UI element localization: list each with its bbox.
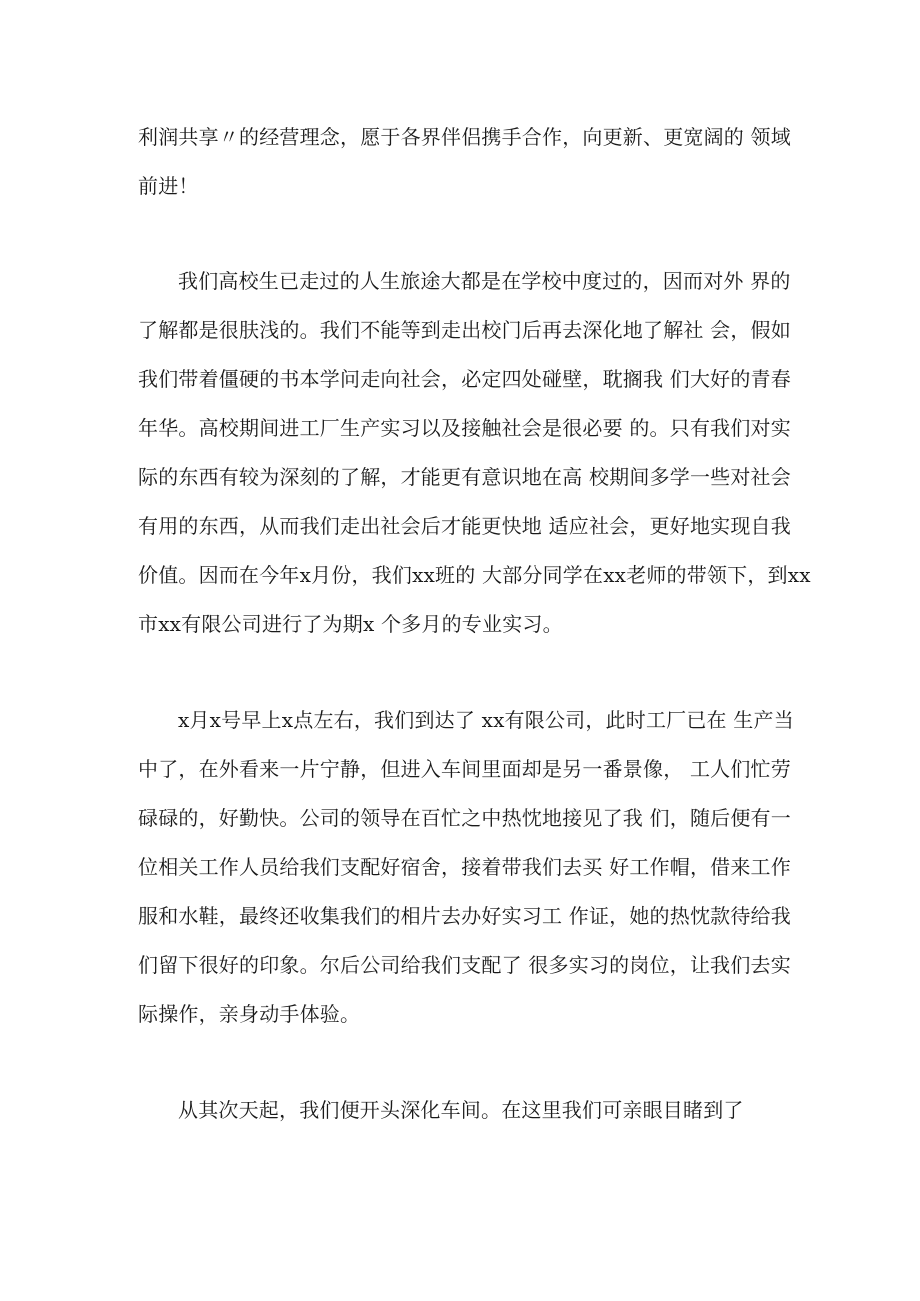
paragraph-2-line-2: 了解都是很肤浅的。我们不能等到走出校门后再去深化地了解社 会，假如 [138, 318, 791, 342]
paragraph-3-line-6: 们留下很好的印象。尔后公司给我们支配了 很多实习的岗位，让我们去实 [138, 953, 791, 977]
paragraph-2-line-7: 价值。因而在今年x月份，我们xx班的 大部分同学在xx老师的带领下，到xx [138, 563, 811, 587]
paragraph-3-line-2: 中了，在外看来一片宁静，但进入车间里面却是另一番景像， 工人们忙劳 [138, 757, 791, 781]
paragraph-2-line-6: 有用的东西，从而我们走出社会后才能更快地 适应社会，更好地实现自我 [138, 514, 791, 538]
paragraph-3-line-3: 碌碌的，好勤快。公司的领导在百忙之中热忱地接见了我 们，随后便有一 [138, 806, 791, 830]
paragraph-2-line-1: 我们高校生已走过的人生旅途大都是在学校中度过的，因而对外 界的 [178, 269, 791, 293]
paragraph-2-line-8: 市xx有限公司进行了为期x 个多月的专业实习。 [138, 612, 563, 636]
paragraph-4-line-1: 从其次天起，我们便开头深化车间。在这里我们可亲眼目睹到了 [178, 1098, 744, 1122]
paragraph-3-line-7: 际操作，亲身动手体验。 [138, 1002, 361, 1026]
paragraph-2-line-3: 我们带着僵硬的书本学问走向社会，必定四处碰壁，耽搁我 们大好的青春 [138, 367, 791, 391]
paragraph-3-line-1: x月x号早上x点左右，我们到达了 xx有限公司，此时工厂已在 生产当 [178, 708, 794, 732]
paragraph-2-line-4: 年华。高校期间进工厂生产实习以及接触社会是很必要 的。只有我们对实 [138, 416, 791, 440]
paragraph-3-line-4: 位相关工作人员给我们支配好宿舍，接着带我们去买 好工作帽，借来工作 [138, 855, 791, 879]
paragraph-1-line-2: 前进！ [138, 174, 199, 198]
paragraph-2-line-5: 际的东西有较为深刻的了解，才能更有意识地在高 校期间多学一些对社会 [138, 465, 791, 489]
paragraph-3-line-5: 服和水鞋，最终还收集我们的相片去办好实习工 作证，她的热忱款待给我 [138, 904, 791, 928]
paragraph-1-line-1: 利润共享〃的经营理念，愿于各界伴侣携手合作，向更新、更宽阔的 领域 [138, 125, 791, 149]
